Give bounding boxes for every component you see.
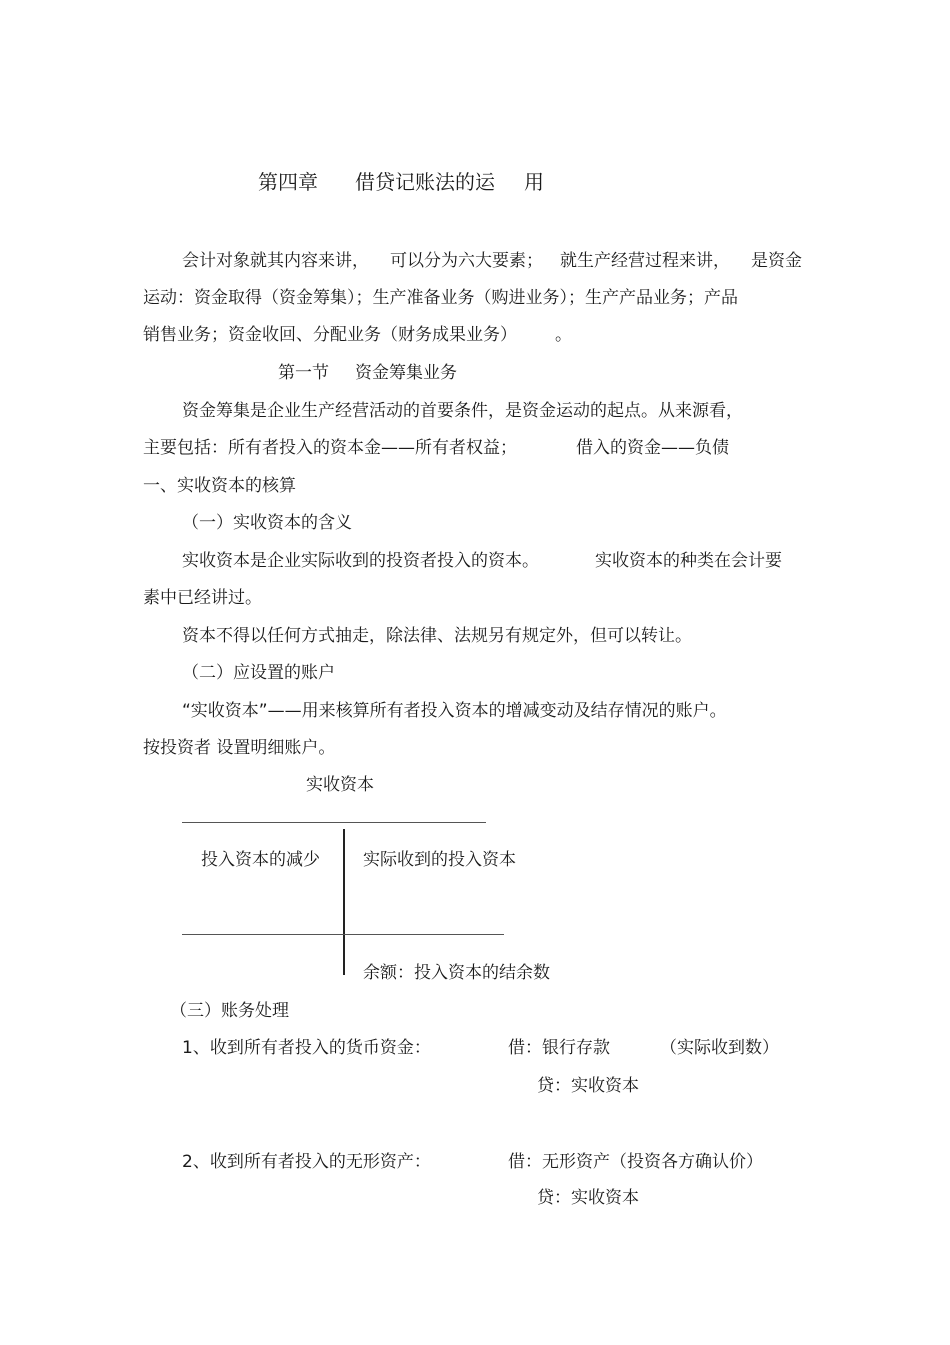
entry-1-debit: 借：银行存款 — [508, 1038, 610, 1058]
para1-line1: 资金筹集是企业生产经营活动的首要条件，是资金运动的起点。从来源看， — [182, 401, 743, 421]
subheading-entries: （三）账务处理 — [170, 1001, 289, 1021]
para4-line1: “实收资本”——用来核算所有者投入资本的增减变动及结存情况的账户。 — [182, 701, 727, 721]
entry-1-label: 1、收到所有者投入的货币资金： — [182, 1038, 431, 1058]
chapter-title-end: 用 — [524, 170, 544, 194]
t-account-top-line — [182, 822, 486, 823]
chapter-number: 第四章 — [258, 170, 318, 194]
intro-line1c: 就生产经营过程来讲， — [560, 251, 730, 271]
t-account-name: 实收资本 — [306, 775, 374, 795]
para2-line1b: 实收资本的种类在会计要 — [595, 551, 782, 571]
section-number: 第一节 — [278, 363, 329, 383]
intro-line3a: 销售业务；资金收回、分配业务（财务成果业务） — [143, 325, 517, 345]
t-account-credit: 实际收到的投入资本 — [363, 850, 516, 870]
subheading-definition: （一）实收资本的含义 — [182, 513, 352, 533]
entry-1-note: （实际收到数） — [660, 1038, 779, 1058]
t-account-debit: 投入资本的减少 — [201, 850, 320, 870]
intro-line1a: 会计对象就其内容来讲， — [182, 251, 369, 271]
t-account-balance: 余额：投入资本的结余数 — [363, 963, 550, 983]
intro-line1b: 可以分为六大要素； — [390, 251, 543, 271]
para1-line2a: 主要包括：所有者投入的资本金——所有者权益； — [143, 438, 517, 458]
para4-line2: 按投资者 设置明细账户。 — [143, 738, 336, 758]
entry-1-credit: 贷：实收资本 — [537, 1076, 639, 1096]
intro-line3b: 。 — [555, 325, 572, 345]
subheading-accounts: （二）应设置的账户 — [182, 663, 335, 683]
entry-2-label: 2、收到所有者投入的无形资产： — [182, 1152, 431, 1172]
para1-line2b: 借入的资金——负债 — [576, 438, 729, 458]
intro-line2: 运动：资金取得（资金筹集）；生产准备业务（购进业务）；生产产品业务；产品 — [143, 288, 738, 308]
para2-line1a: 实收资本是企业实际收到的投资者投入的资本。 — [182, 551, 539, 571]
heading-paid-in-capital: 一、实收资本的核算 — [143, 476, 296, 496]
t-account-bottom-line — [182, 934, 504, 935]
para3: 资本不得以任何方式抽走，除法律、法规另有规定外，但可以转让。 — [182, 626, 692, 646]
intro-line1d: 是资金 — [751, 251, 802, 271]
section-title: 资金筹集业务 — [355, 363, 457, 383]
chapter-title: 借贷记账法的运 — [355, 170, 495, 194]
entry-2-debit: 借：无形资产（投资各方确认价） — [508, 1152, 763, 1172]
t-account-divider — [343, 829, 345, 975]
entry-2-credit: 贷：实收资本 — [537, 1188, 639, 1208]
para2-line2: 素中已经讲过。 — [143, 588, 262, 608]
